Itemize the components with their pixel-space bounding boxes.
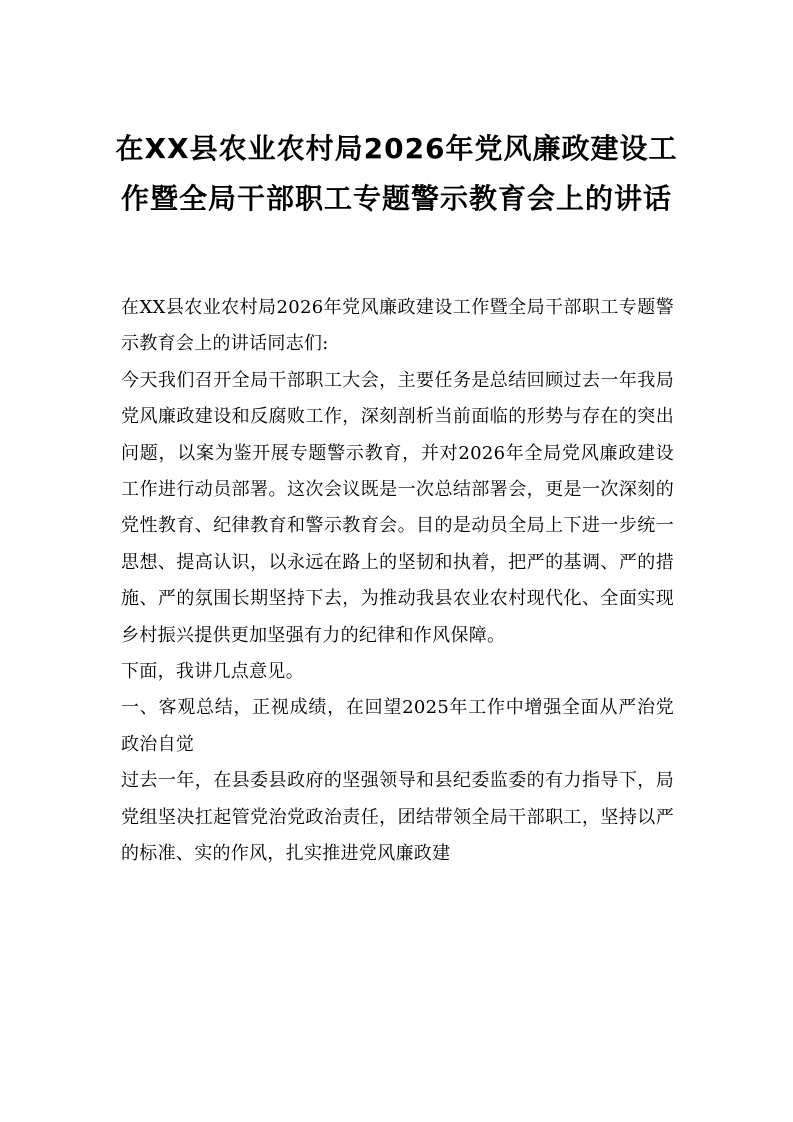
paragraph-transition: 下面，我讲几点意见。 [121, 661, 304, 683]
document-title: 在XX县农业农村局2026年党风廉政建设工作暨全局干部职工专题警示教育会上的讲话 [115, 132, 678, 215]
paragraph-review: 过去一年，在县委县政府的坚强领导和县纪委监委的有力指导下，局党组坚决扛起管党治党政治责任，团结带领全局干部职工，坚持以严的标准、实的作风，扎实推进党风廉政建 [121, 770, 674, 865]
paragraph-intro: 今天我们召开全局干部职工大会，主要任务是总结回顾过去一年我局党风廉政建设和反腐败工作，深刻剖析当前面临的形势与存在的突出问题，以案为鉴开展专题警示教育，并对2026年全局党风廉政建设工作进行动员部署。这次会议既是一次总结部署会，更是一次深刻的党性教育、纪律教育和警示教育会。目的是动员全局上下进一步统一思想、提高认识，以永远在路上的坚韧和执着，把严的基调、严的措施、严的氛围长期坚持下去，为推动我县农业农村现代化、全面实现乡村振兴提供更加坚强有力的纪律和作风保障。 [121, 369, 674, 646]
document-body [121, 290, 674, 873]
paragraph-greeting: 在XX县农业农村局2026年党风廉政建设工作暨全局干部职工专题警示教育会上的讲话同志们: [121, 297, 674, 355]
section-heading-1: 一、客观总结，正视成绩，在回望2025年工作中增强全面从严治党政治自觉 [121, 697, 674, 755]
